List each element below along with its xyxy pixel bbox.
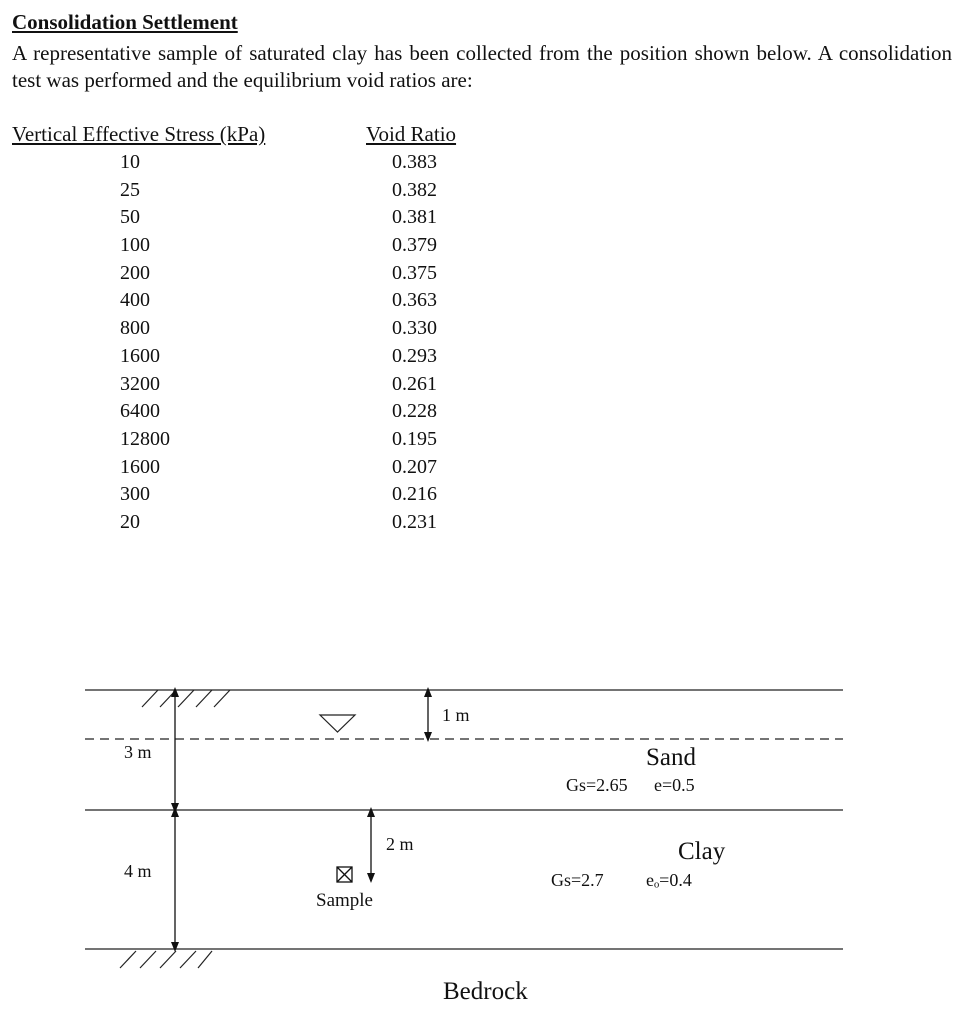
bedrock-label: Bedrock (443, 978, 528, 1005)
stress-value: 20 (120, 510, 140, 533)
clay-gs: Gs=2.7 (551, 870, 604, 890)
stress-value: 100 (120, 234, 150, 257)
header-void-ratio: Void Ratio (366, 122, 457, 146)
void-ratio-value: 0.195 (392, 427, 437, 450)
void-ratio-value: 0.293 (392, 344, 437, 367)
label-2m: 2 m (386, 834, 414, 854)
bedrock-hatch (120, 951, 212, 968)
intro-paragraph: A representative sample of saturated clay has been collected from the position shown below. A consolidation test was performed and the equilibrium void ratios are: (12, 41, 952, 92)
stress-value: 200 (120, 261, 150, 284)
stress-value: 3200 (120, 372, 160, 395)
label-1m: 1 m (442, 705, 470, 725)
clay-label: Clay (678, 838, 726, 865)
clay-e: eₒ=0.4 (646, 870, 692, 890)
stress-value: 1600 (120, 344, 160, 367)
stress-value: 6400 (120, 400, 160, 423)
void-ratio-value: 0.379 (392, 234, 437, 257)
ground-hatch (142, 690, 230, 707)
void-ratio-value: 0.330 (392, 317, 437, 340)
stress-value: 10 (120, 151, 140, 173)
stress-value: 400 (120, 289, 150, 312)
void-ratio-value: 0.207 (392, 455, 437, 478)
sample-label: Sample (316, 890, 373, 911)
label-4m: 4 m (124, 861, 152, 881)
stress-value: 1600 (120, 455, 160, 478)
void-ratio-value: 0.261 (392, 372, 437, 395)
label-3m: 3 m (124, 742, 152, 762)
sand-e: e=0.5 (654, 775, 695, 795)
sample-icon (337, 867, 352, 882)
stress-value: 300 (120, 483, 150, 506)
void-ratio-value: 0.383 (392, 151, 437, 173)
void-ratio-value: 0.216 (392, 483, 437, 506)
water-table-icon (320, 715, 355, 732)
stress-value: 50 (120, 206, 140, 229)
stress-value: 12800 (120, 427, 170, 450)
header-stress: Vertical Effective Stress (kPa) (12, 122, 266, 146)
void-ratio-value: 0.231 (392, 510, 437, 533)
stress-value: 25 (120, 178, 140, 201)
sand-label: Sand (646, 744, 696, 771)
sand-gs: Gs=2.65 (566, 775, 628, 795)
void-ratio-value: 0.363 (392, 289, 437, 312)
void-ratio-value: 0.228 (392, 400, 437, 423)
void-ratio-value: 0.382 (392, 178, 437, 201)
stress-value: 800 (120, 317, 150, 340)
void-ratio-value: 0.375 (392, 261, 437, 284)
page-title: Consolidation Settlement (12, 10, 238, 34)
void-ratio-value: 0.381 (392, 206, 437, 229)
